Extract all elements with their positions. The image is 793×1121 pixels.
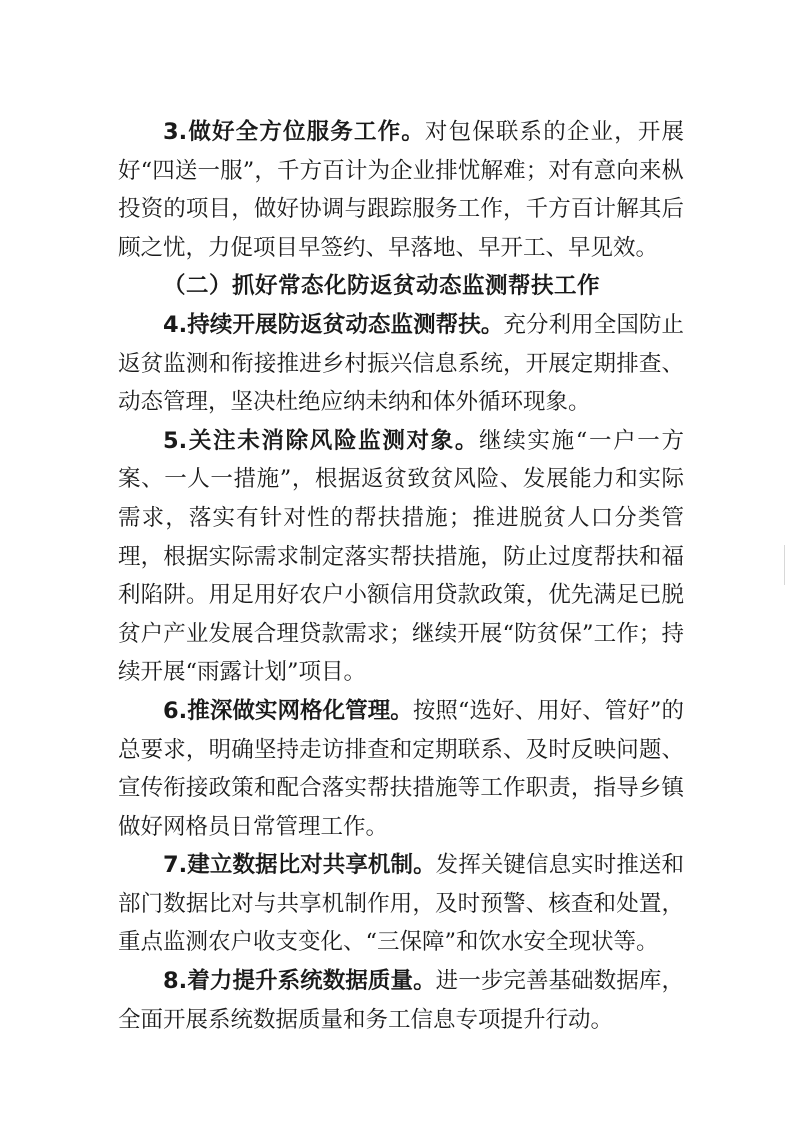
item-4-body: 充分利用全国防止返贫监测和衔接推进乡村振兴信息系统，开展定期排查、动态管理，坚决杜绝应纳未纳和体外循环现象。	[118, 311, 684, 416]
item-6-lead: 6.推深做实网格化管理。	[163, 697, 413, 724]
paragraph-item-3	[118, 113, 684, 267]
paragraph-item-4	[118, 306, 684, 422]
item-3-body: 对包保联系的企业，开展好“四送一服”，千方百计为企业排忧解难；对有意向来枞投资的项目，做好协调与跟踪服务工作，千方百计解其后顾之忧，力促项目早签约、早落地、早开工、早见效。	[118, 119, 684, 261]
item-8-body: 进一步完善基础数据库，全面开展系统数据质量和务工信息专项提升行动。	[118, 968, 684, 1033]
paragraph-item-5	[118, 422, 684, 692]
item-5-body: 继续实施“一户一方案、一人一措施”，根据返贫致贫风险、发展能力和实际需求，落实有针对性的帮扶措施；推进脱贫人口分类管理，根据实际需求制定落实帮扶措施，防止过度帮扶和福利陷阱。用足用好农户小额信用贷款政策，优先满足已脱贫户产业发展合理贷款需求；继续开展“防贫保”工作；持续开展“雨露计划”项目。	[118, 427, 684, 686]
item-7-body: 发挥关键信息实时推送和部门数据比对与共享机制作用，及时预警、核查和处置，重点监测农户收支变化、“三保障”和饮水安全现状等。	[118, 852, 684, 956]
item-5-lead: 5.关注未消除风险监测对象。	[163, 427, 480, 454]
paragraph-item-8	[118, 962, 684, 1039]
scan-edge-mark	[784, 545, 785, 585]
item-8-lead: 8.着力提升系统数据质量。	[163, 968, 436, 995]
item-3-lead: 3.做好全方位服务工作。	[163, 119, 425, 145]
section-heading-2: （二）抓好常态化防返贫动态监测帮扶工作	[163, 273, 601, 300]
item-6-body: 按照“选好、用好、管好”的总要求，明确坚持走访排查和定期联系、及时反映问题、宣传衔接政策和配合落实帮扶措施等工作职责，指导乡镇做好网格员日常管理工作。	[118, 697, 684, 840]
item-7-lead: 7.建立数据比对共享机制。	[163, 852, 436, 879]
paragraph-item-7	[118, 846, 684, 962]
paragraph-item-6	[118, 692, 684, 846]
document-body	[118, 113, 684, 1039]
item-4-lead: 4.持续开展防返贫动态监测帮扶。	[163, 311, 504, 338]
